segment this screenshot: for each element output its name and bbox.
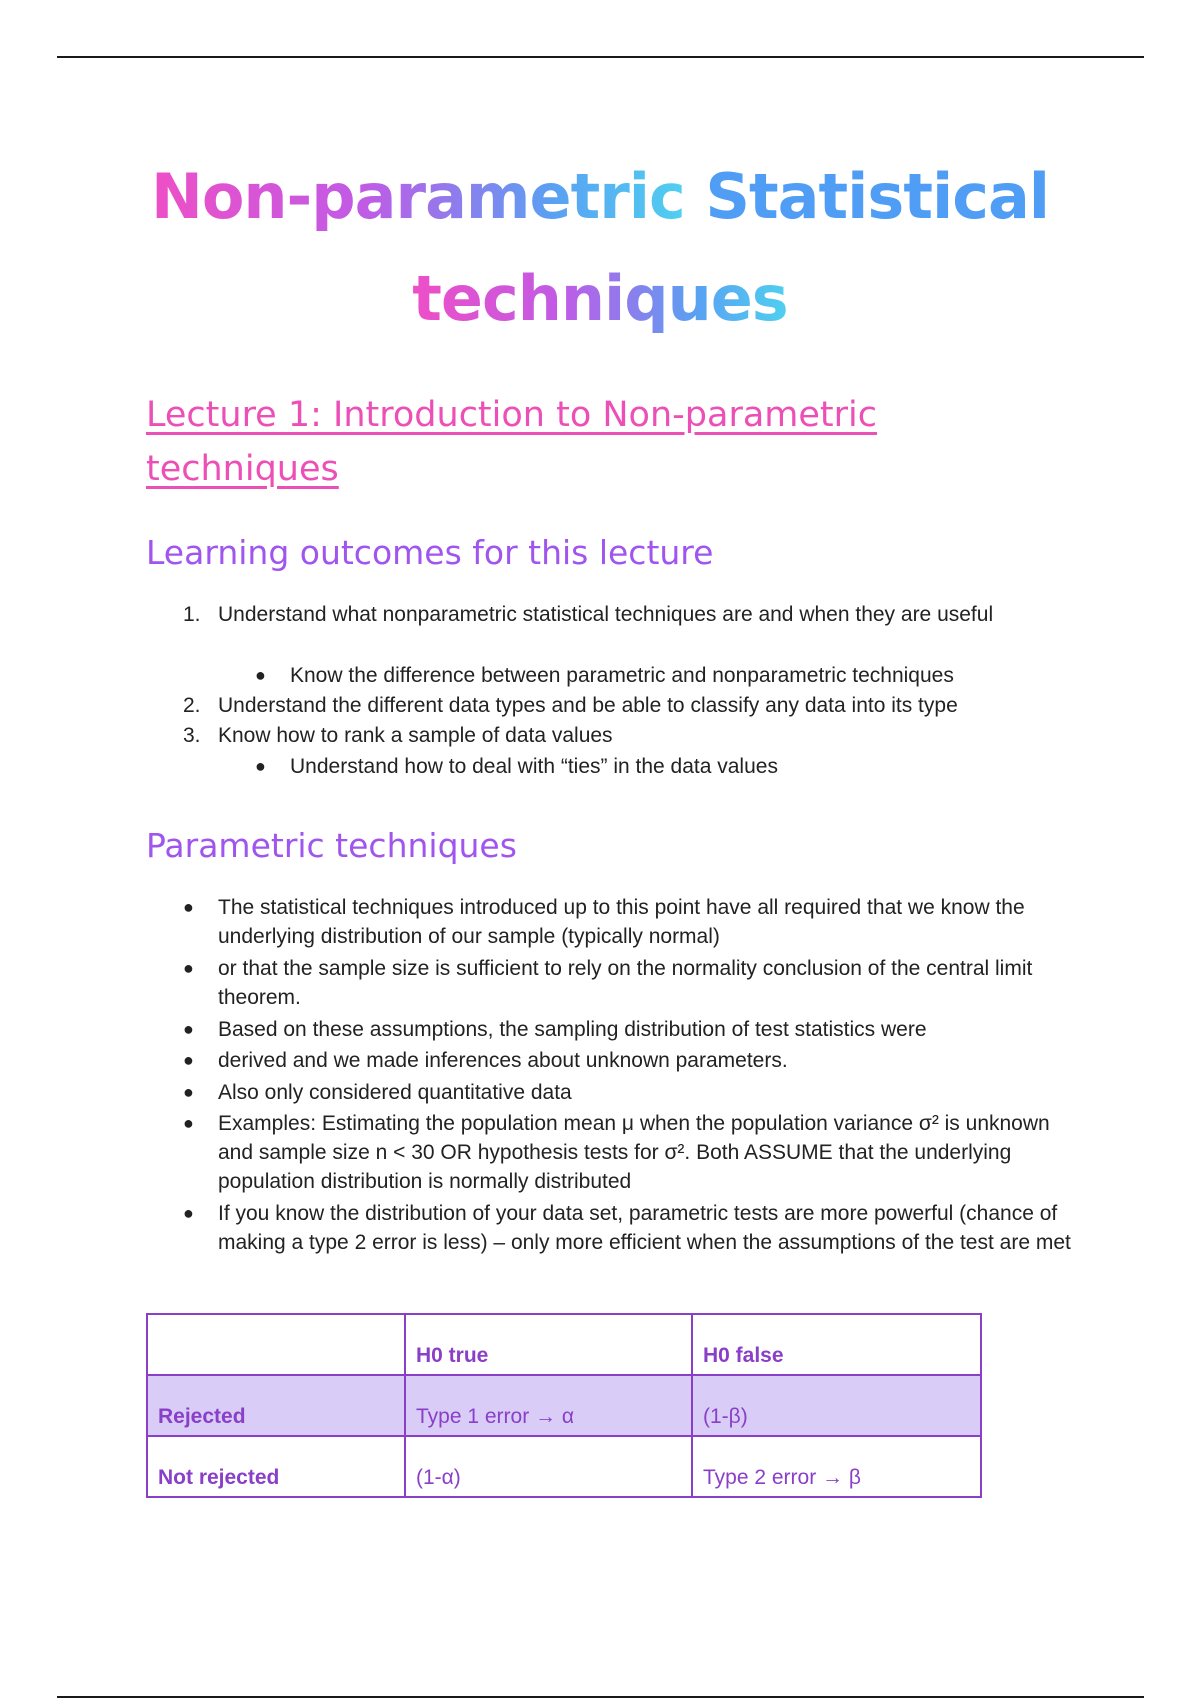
bullet-icon: ● <box>183 1019 194 1039</box>
list-text: derived and we made inferences about unknown parameters. <box>218 1049 788 1072</box>
table-row-label: Not rejected <box>147 1436 405 1497</box>
learning-outcomes-heading: Learning outcomes for this lecture <box>146 533 714 572</box>
table-header-row <box>147 1314 981 1375</box>
list-number: 1. <box>183 603 201 626</box>
title-word-statistical: Statistical <box>705 160 1050 233</box>
list-text: The statistical techniques introduced up to this point have all required that we know the underlying distribution of our sample (typically normal) <box>218 896 1025 948</box>
document-title-line-2 <box>0 262 1200 335</box>
document-title-line-1 <box>0 160 1200 233</box>
list-number: 2. <box>183 694 201 717</box>
list-text: Based on these assumptions, the sampling distribution of test statistics were <box>218 1018 927 1041</box>
table-cell <box>147 1314 405 1375</box>
bullet-icon: ● <box>183 897 194 917</box>
list-number: 3. <box>183 724 201 747</box>
table-cell: (1-β) <box>692 1375 981 1436</box>
bullet-icon: ● <box>183 1082 194 1102</box>
list-text: Also only considered quantitative data <box>218 1081 572 1104</box>
table-row <box>147 1436 981 1497</box>
title-word-nonparametric: Non-parametric <box>150 160 685 233</box>
list-text: Know the difference between parametric and nonparametric techniques <box>290 664 954 687</box>
table-header-cell: H0 true <box>405 1314 692 1375</box>
bullet-icon: ● <box>183 1203 194 1223</box>
bullet-icon: ● <box>255 756 266 776</box>
list-text: Understand what nonparametric statistical techniques are and when they are useful <box>218 603 994 626</box>
list-text: If you know the distribution of your data set, parametric tests are more powerful (chance of making a type 2 error is less) – only more efficient when the assumptions of the test are met <box>218 1202 1071 1254</box>
lecture-heading: Lecture 1: Introduction to Non-parametric techniques <box>146 395 877 489</box>
table-row <box>147 1375 981 1436</box>
list-text: Know how to rank a sample of data values <box>218 724 613 747</box>
error-types-table <box>146 1313 982 1498</box>
bottom-rule <box>57 1696 1144 1698</box>
bullet-icon: ● <box>183 1113 194 1133</box>
table-header-cell: H0 false <box>692 1314 981 1375</box>
list-text: or that the sample size is sufficient to rely on the normality conclusion of the central limit theorem. <box>218 957 1033 1009</box>
list-text: Understand how to deal with “ties” in the data values <box>290 755 778 778</box>
table-cell: Type 2 error → β <box>692 1436 981 1497</box>
top-rule <box>57 56 1144 58</box>
table-row-label: Rejected <box>147 1375 405 1436</box>
bullet-icon: ● <box>183 1050 194 1070</box>
title-word-techniques: techniques <box>412 262 788 335</box>
table-cell: (1-α) <box>405 1436 692 1497</box>
parametric-techniques-heading: Parametric techniques <box>146 826 517 865</box>
table-cell: Type 1 error → α <box>405 1375 692 1436</box>
bullet-icon: ● <box>183 958 194 978</box>
list-text: Understand the different data types and be able to classify any data into its type <box>218 694 958 717</box>
bullet-icon: ● <box>255 665 266 685</box>
list-text: Examples: Estimating the population mean μ when the population variance σ² is unknown and sample size n < 30 OR hypothesis tests for σ². Both ASSUME that the underlying population distribution is normally distributed <box>218 1112 1050 1193</box>
